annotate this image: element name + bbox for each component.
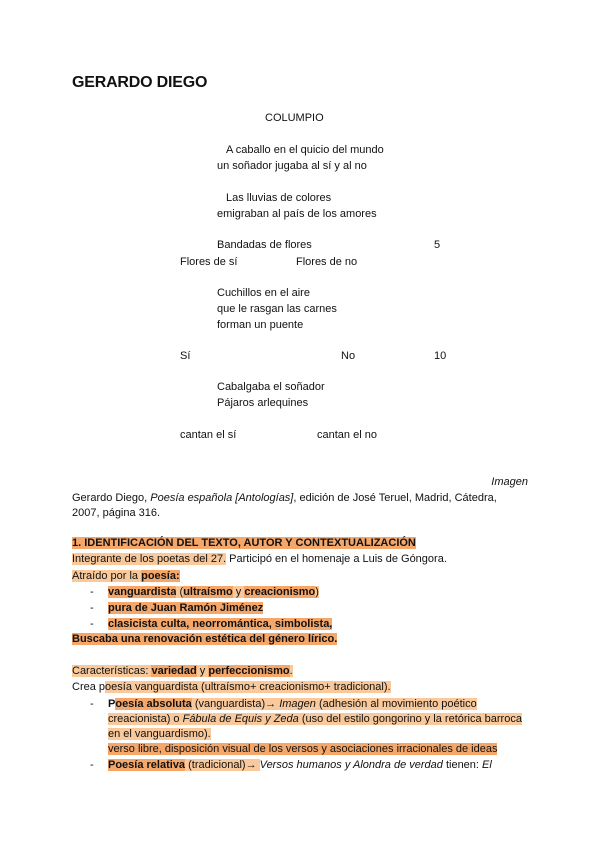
poem-title: COLUMPIO	[265, 112, 324, 124]
highlight-bold: Poesía relativa	[108, 759, 186, 771]
author-heading: GERARDO DIEGO	[72, 74, 208, 91]
highlight: verso libre, disposición visual de los versos y asociaciones irracionales de ideas	[108, 743, 498, 755]
text-bold: P	[108, 698, 116, 710]
list-item	[108, 601, 263, 615]
highlight: oesía vanguardista (ultraísmo+ creacionismo+ tradicional).	[105, 681, 391, 693]
poem-line: Las lluvias de colores	[226, 192, 332, 204]
highlight-bold: poesía:	[141, 570, 180, 582]
poem-line: Flores de sí	[180, 256, 238, 268]
highlight-bold: ultraísmo	[183, 586, 233, 598]
highlight: (	[176, 586, 184, 598]
poem-line: cantan el sí	[180, 429, 237, 441]
highlight-bold: variedad	[151, 665, 197, 677]
section-heading-text: 1. IDENTIFICACIÓN DEL TEXTO, AUTOR Y CONTEXTUALIZACIÓN	[72, 537, 416, 549]
highlight: y	[232, 586, 245, 598]
highlight-bold: perfeccionismo	[208, 665, 290, 677]
highlight: (tradicional)→	[185, 759, 260, 771]
highlight: creacionista) o	[108, 713, 183, 725]
highlight-bold: clasicista culta, neorromántica, simbolista,	[108, 618, 333, 630]
highlight-bold: creacionismo	[244, 586, 316, 598]
highlight-italic: Imagen	[279, 698, 316, 710]
highlight: (uso del estilo gongorino y la retórica barroca	[298, 713, 522, 725]
paragraph	[72, 552, 447, 566]
poem-line: emigraban al país de los amores	[217, 208, 377, 220]
highlight: Atraído por la	[72, 570, 142, 582]
highlight-bold: Buscaba una renovación estética del género lírico.	[72, 633, 338, 645]
citation-work: Poesía española [Antologías]	[150, 492, 294, 504]
poem-line: No	[341, 350, 356, 362]
citation	[72, 491, 528, 505]
poem-line: Bandadas de flores	[217, 239, 312, 251]
highlight: .	[289, 665, 293, 677]
poem-line: Flores de no	[296, 256, 358, 268]
italic-text: Versos humanos y Alondra de verdad	[259, 759, 443, 771]
poem-line: Pájaros arlequines	[217, 397, 309, 409]
poem-line: forman un puente	[217, 319, 304, 331]
list-item	[108, 758, 528, 773]
bullet-marker: -	[90, 698, 94, 710]
highlight: (vanguardista)→	[191, 698, 280, 710]
highlight: Características:	[72, 665, 152, 677]
highlight-bold: vanguardista	[108, 586, 177, 598]
list-item	[108, 697, 528, 712]
citation-page: 2007, página 316.	[72, 507, 161, 519]
list-item-line	[108, 742, 497, 756]
highlight-italic: Fábula de Equis y Zeda	[182, 713, 299, 725]
bullet-marker: -	[90, 602, 94, 614]
poem-line: Cabalgaba el soñador	[217, 381, 325, 393]
poem-line: cantan el no	[317, 429, 377, 441]
bullet-marker: -	[90, 586, 94, 598]
highlight-bold: pura de Juan Ramón Jiménez	[108, 602, 264, 614]
highlight: (adhesión al movimiento poético	[315, 698, 477, 710]
poem-line-number: 10	[434, 350, 447, 362]
highlight-bold: oesía absoluta	[115, 698, 192, 710]
list-item-line	[108, 727, 211, 741]
highlight: )	[315, 586, 319, 598]
citation-author: Gerardo Diego,	[72, 492, 151, 504]
poem-line: Cuchillos en el aire	[217, 287, 310, 299]
highlight: Integrante de los poetas del 27.	[72, 553, 227, 565]
bullet-marker: -	[90, 759, 94, 771]
poem-line-number: 5	[434, 239, 441, 251]
bullet-marker: -	[90, 618, 94, 630]
section-heading	[72, 536, 416, 550]
citation-details: , edición de José Teruel, Madrid, Cátedra,	[293, 492, 497, 504]
highlight: y	[196, 665, 209, 677]
poem-line: que le rasgan las carnes	[217, 303, 337, 315]
list-item-line	[108, 712, 522, 726]
paragraph	[72, 569, 180, 583]
image-label: Imagen	[491, 476, 528, 488]
text: Crea p	[72, 681, 106, 693]
paragraph	[72, 664, 293, 678]
paragraph	[72, 632, 337, 646]
poem-line: A caballo en el quicio del mundo	[226, 144, 384, 156]
poem-line: un soñador jugaba al sí y al no	[217, 160, 367, 172]
paragraph	[72, 680, 391, 694]
text: tienen:	[442, 759, 483, 771]
list-item	[108, 617, 332, 631]
text: Participó en el homenaje a Luis de Góngora.	[226, 553, 447, 565]
poem-line: Sí	[180, 350, 191, 362]
list-item	[108, 585, 319, 599]
italic-text: El	[482, 759, 492, 771]
highlight: en el vanguardismo).	[108, 728, 211, 740]
